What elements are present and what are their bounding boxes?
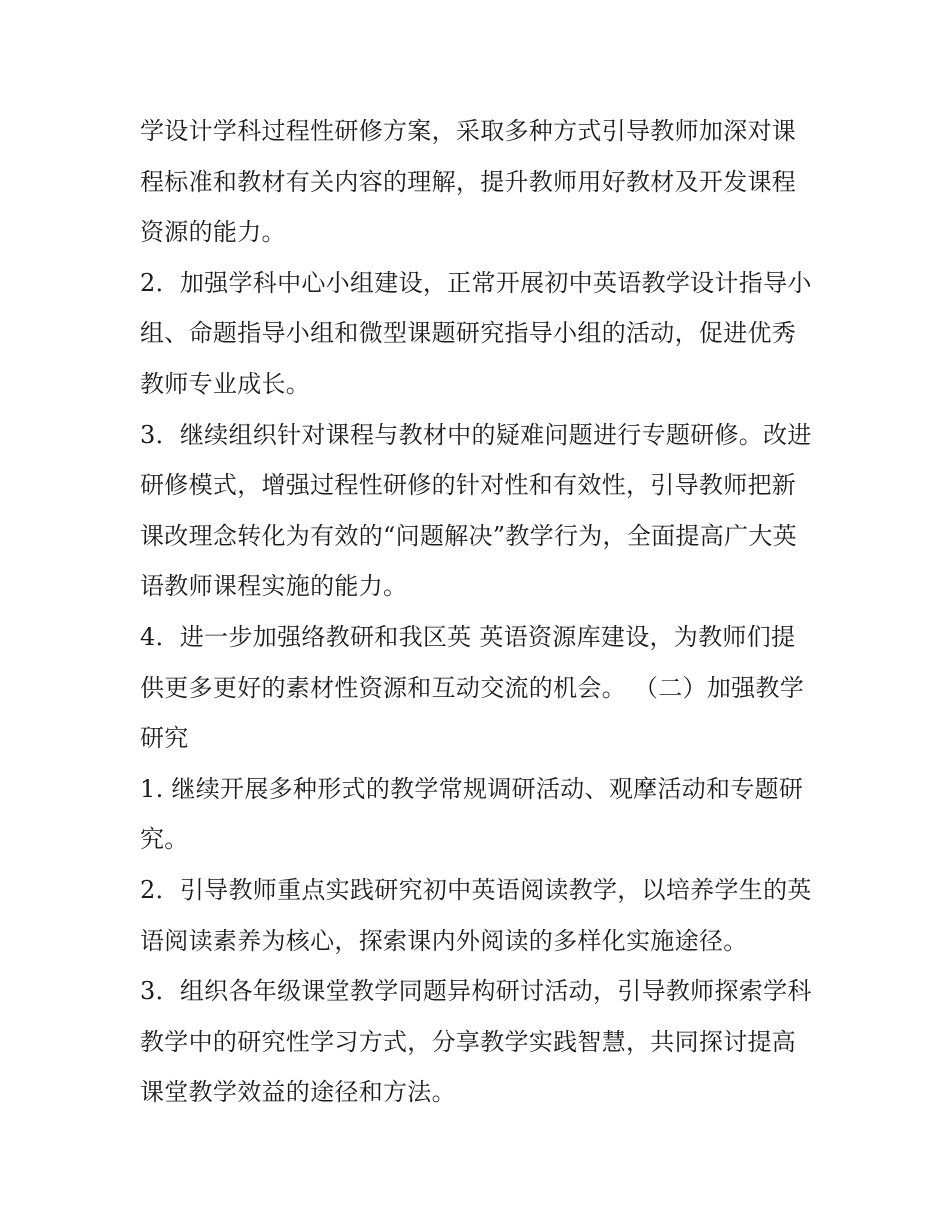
paragraph-research-item-2: 2．引导教师重点实践研究初中英语阅读教学，以培养学生的英语阅读素养为核心，探索课内外阅读的多样化实施途径。: [140, 875, 812, 955]
paragraph-item-2-subject-groups: 2．加强学科中心小组建设，正常开展初中英语教学设计指导小组、命题指导小组和微型课题研究指导小组的活动，促进优秀教师专业成长。: [140, 268, 812, 398]
paragraph-research-item-3: 3．组织各年级课堂教学同题异构研讨活动，引导教师探索学科教学中的研究性学习方式，分享教学实践智慧，共同探讨提高课堂教学效益的途径和方法。: [140, 977, 812, 1107]
paragraph-continuation: 学设计学科过程性研修方案，采取多种方式引导教师加深对课程标准和教材有关内容的理解，提升教师用好教材及开发课程资源的能力。: [140, 117, 797, 247]
paragraph-item-3-special-training: 3．继续组织针对课程与教材中的疑难问题进行专题研修。改进研修模式，增强过程性研修的针对性和有效性，引导教师把新课改理念转化为有效的“问题解决”教学行为，全面提高广大英语教师课程实施的能力。: [140, 420, 812, 601]
paragraph-research-item-1: 1. 继续开展多种形式的教学常规调研活动、观摩活动和专题研究。: [140, 774, 804, 854]
paragraph-item-4-resource-library: 4．进一步加强络教研和我区英 英语资源库建设，为教师们提供更多更好的素材性资源和互动交流的机会。 （二）加强教学研究: [140, 622, 805, 753]
document-body: [140, 106, 812, 1118]
